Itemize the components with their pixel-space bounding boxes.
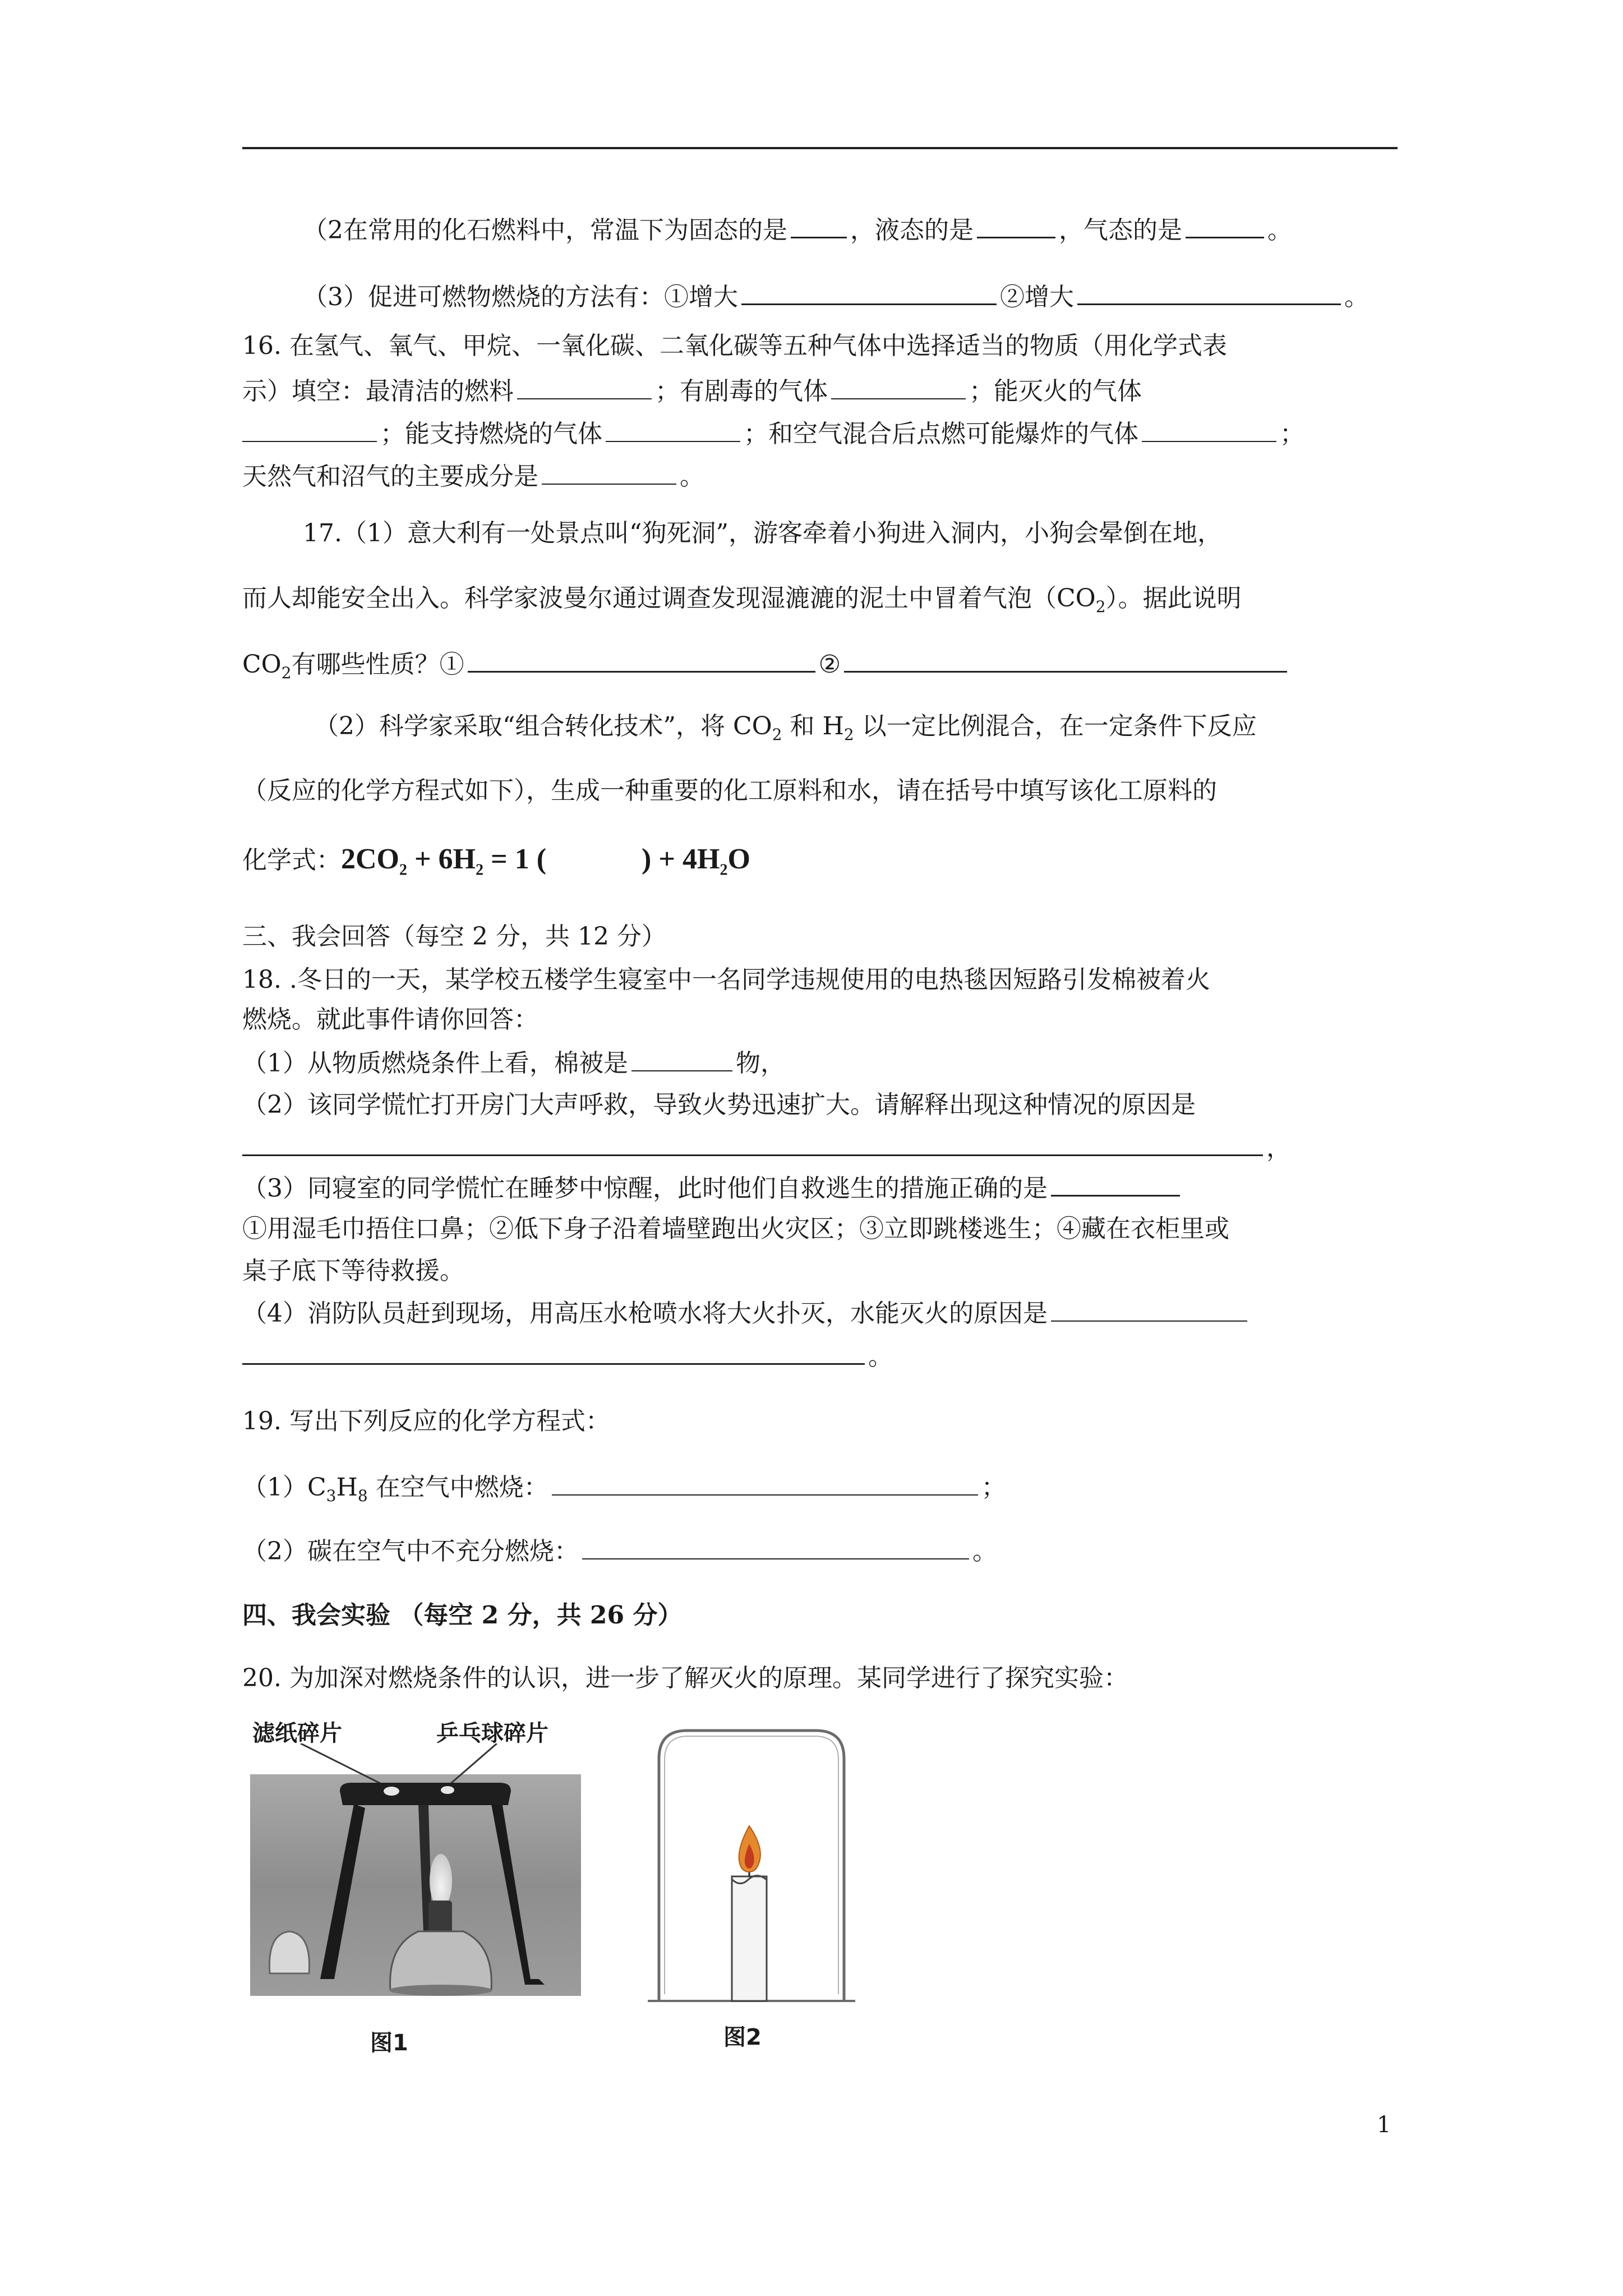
q16-line4: 天然气和沼气的主要成分是 。 <box>242 459 704 494</box>
q18-part1: （1）从物质燃烧条件上看，棉被是 物， <box>242 1046 785 1080</box>
q18-part2-answer: ， <box>242 1130 1291 1165</box>
section-3-title: 三、我会回答（每空 2 分，共 12 分） <box>242 922 666 951</box>
answer-blank[interactable] <box>242 416 377 442</box>
q16-line2: 示）填空：最清洁的燃料 ；有剧毒的气体 ；能灭火的气体 <box>242 374 1142 408</box>
q18-part4-answer: 。 <box>242 1338 893 1374</box>
answer-blank[interactable] <box>791 212 847 238</box>
fig2-candle-in-jar <box>648 1725 855 2005</box>
q18-part3: （3）同寝室的同学慌忙在睡梦中惊醒，此时他们自救逃生的措施正确的是 <box>242 1170 1183 1205</box>
answer-blank[interactable] <box>242 1338 865 1365</box>
q17-line3: $CO_2$有哪些性质？① ② <box>242 646 1290 690</box>
answer-blank[interactable] <box>831 374 966 399</box>
answer-blank[interactable] <box>1077 279 1341 305</box>
answer-blank[interactable] <box>468 646 815 673</box>
answer-blank[interactable] <box>552 1470 978 1496</box>
q18-options-line2: 桌子底下等待救援。 <box>242 1257 464 1285</box>
q15-part2: （2在常用的化石燃料中，常温下为固态的是 ，液态的是 ，气态的是 。 <box>303 212 1292 247</box>
answer-blank[interactable] <box>1186 212 1264 238</box>
q19-part1: $(1)C_3H_8$ 在空气中燃烧： ； <box>242 1470 1006 1513</box>
answer-blank[interactable] <box>741 279 997 305</box>
fig1-label-filter-paper: 滤纸碎片 <box>252 1720 342 1746</box>
q18-part4: （4）消防队员赶到现场，用高压水枪喷水将大火扑灭，水能灭火的原因是 <box>242 1296 1251 1331</box>
fig1-caption: 图1 <box>370 2030 408 2056</box>
chemical-equation: $2CO_2 + 6H_2 = 1$ ( ) + $4H_2O$ <box>341 843 750 879</box>
q17-line4: （2）科学家采取“组合转化技术”，将 $CO_2$ 和 $H_2$ 以一定比例混合，在一定条件下反应 <box>314 712 1257 744</box>
q17-line1: 17.（1）意大利有一处景点叫“狗死洞”，游客牵着小狗进入洞内，小狗会晕倒在地， <box>303 519 1222 547</box>
q17-equation-line: 化学式：$2CO_2 + 6H_2 = 1$ ( ) + $4H_2O$ <box>242 843 750 879</box>
q19-line1: 19. 写出下列反应的化学方程式： <box>242 1407 610 1435</box>
answer-blank[interactable] <box>1142 416 1276 442</box>
answer-blank[interactable] <box>517 374 652 399</box>
answer-blank[interactable] <box>242 1130 1263 1156</box>
q17-line2: 而人却能安全出入。科学家波曼尔通过调查发现湿漉漉的泥土中冒着气泡$(CO_2)$。据此说明 <box>242 584 1242 616</box>
q18-line2: 燃烧。就此事件请你回答： <box>242 1005 538 1034</box>
q16-line1: 16. 在氢气、氧气、甲烷、一氧化碳、二氧化碳等五种气体中选择适当的物质（用化学式表 <box>242 332 1227 360</box>
answer-blank[interactable] <box>606 416 740 442</box>
fig2-caption: 图2 <box>723 2024 762 2050</box>
q17-line5: （反应的化学方程式如下），生成一种重要的化工原料和水，请在括号中填写该化工原料的 <box>242 776 1217 805</box>
q20-line1: 20. 为加深对燃烧条件的认识，进一步了解灭火的原理。某同学进行了探究实验： <box>242 1664 1128 1692</box>
q18-part2: （2）该同学慌忙打开房门大声呼救，导致火势迅速扩大。请解释出现这种情况的原因是 <box>242 1091 1196 1119</box>
q16-line3: ；能支持燃烧的气体 ；和空气混合后点燃可能爆炸的气体 ； <box>242 416 1304 451</box>
answer-blank[interactable] <box>631 1046 732 1071</box>
q18-options-line1: ①用湿毛巾捂住口鼻；②低下身子沿着墙壁跑出火灾区；③立即跳楼逃生；④藏在衣柜里或 <box>242 1214 1229 1243</box>
header-rule <box>242 147 1398 149</box>
q19-part2: （2）碳在空气中不充分燃烧： 。 <box>242 1534 997 1568</box>
answer-blank[interactable] <box>1051 1296 1247 1322</box>
fig1-label-pingpong: 乒乓球碎片 <box>436 1720 548 1746</box>
answer-blank[interactable] <box>582 1534 969 1559</box>
answer-blank[interactable] <box>1051 1170 1180 1197</box>
q15-part3: （3）促进可燃物燃烧的方法有：①增大 ②增大 。 <box>303 279 1369 314</box>
q18-line1: 18. .冬日的一天，某学校五楼学生寝室中一名同学违规使用的电热毯因短路引发棉被着火 <box>242 965 1210 994</box>
answer-blank[interactable] <box>542 459 676 485</box>
page-number: 1 <box>1377 2112 1391 2138</box>
answer-blank[interactable] <box>977 212 1055 238</box>
section-4-title: 四、我会实验 （每空 2 分，共 26 分） <box>242 1601 683 1630</box>
fig1-tripod-burner-photo <box>250 1743 581 1996</box>
answer-blank[interactable] <box>844 646 1287 673</box>
